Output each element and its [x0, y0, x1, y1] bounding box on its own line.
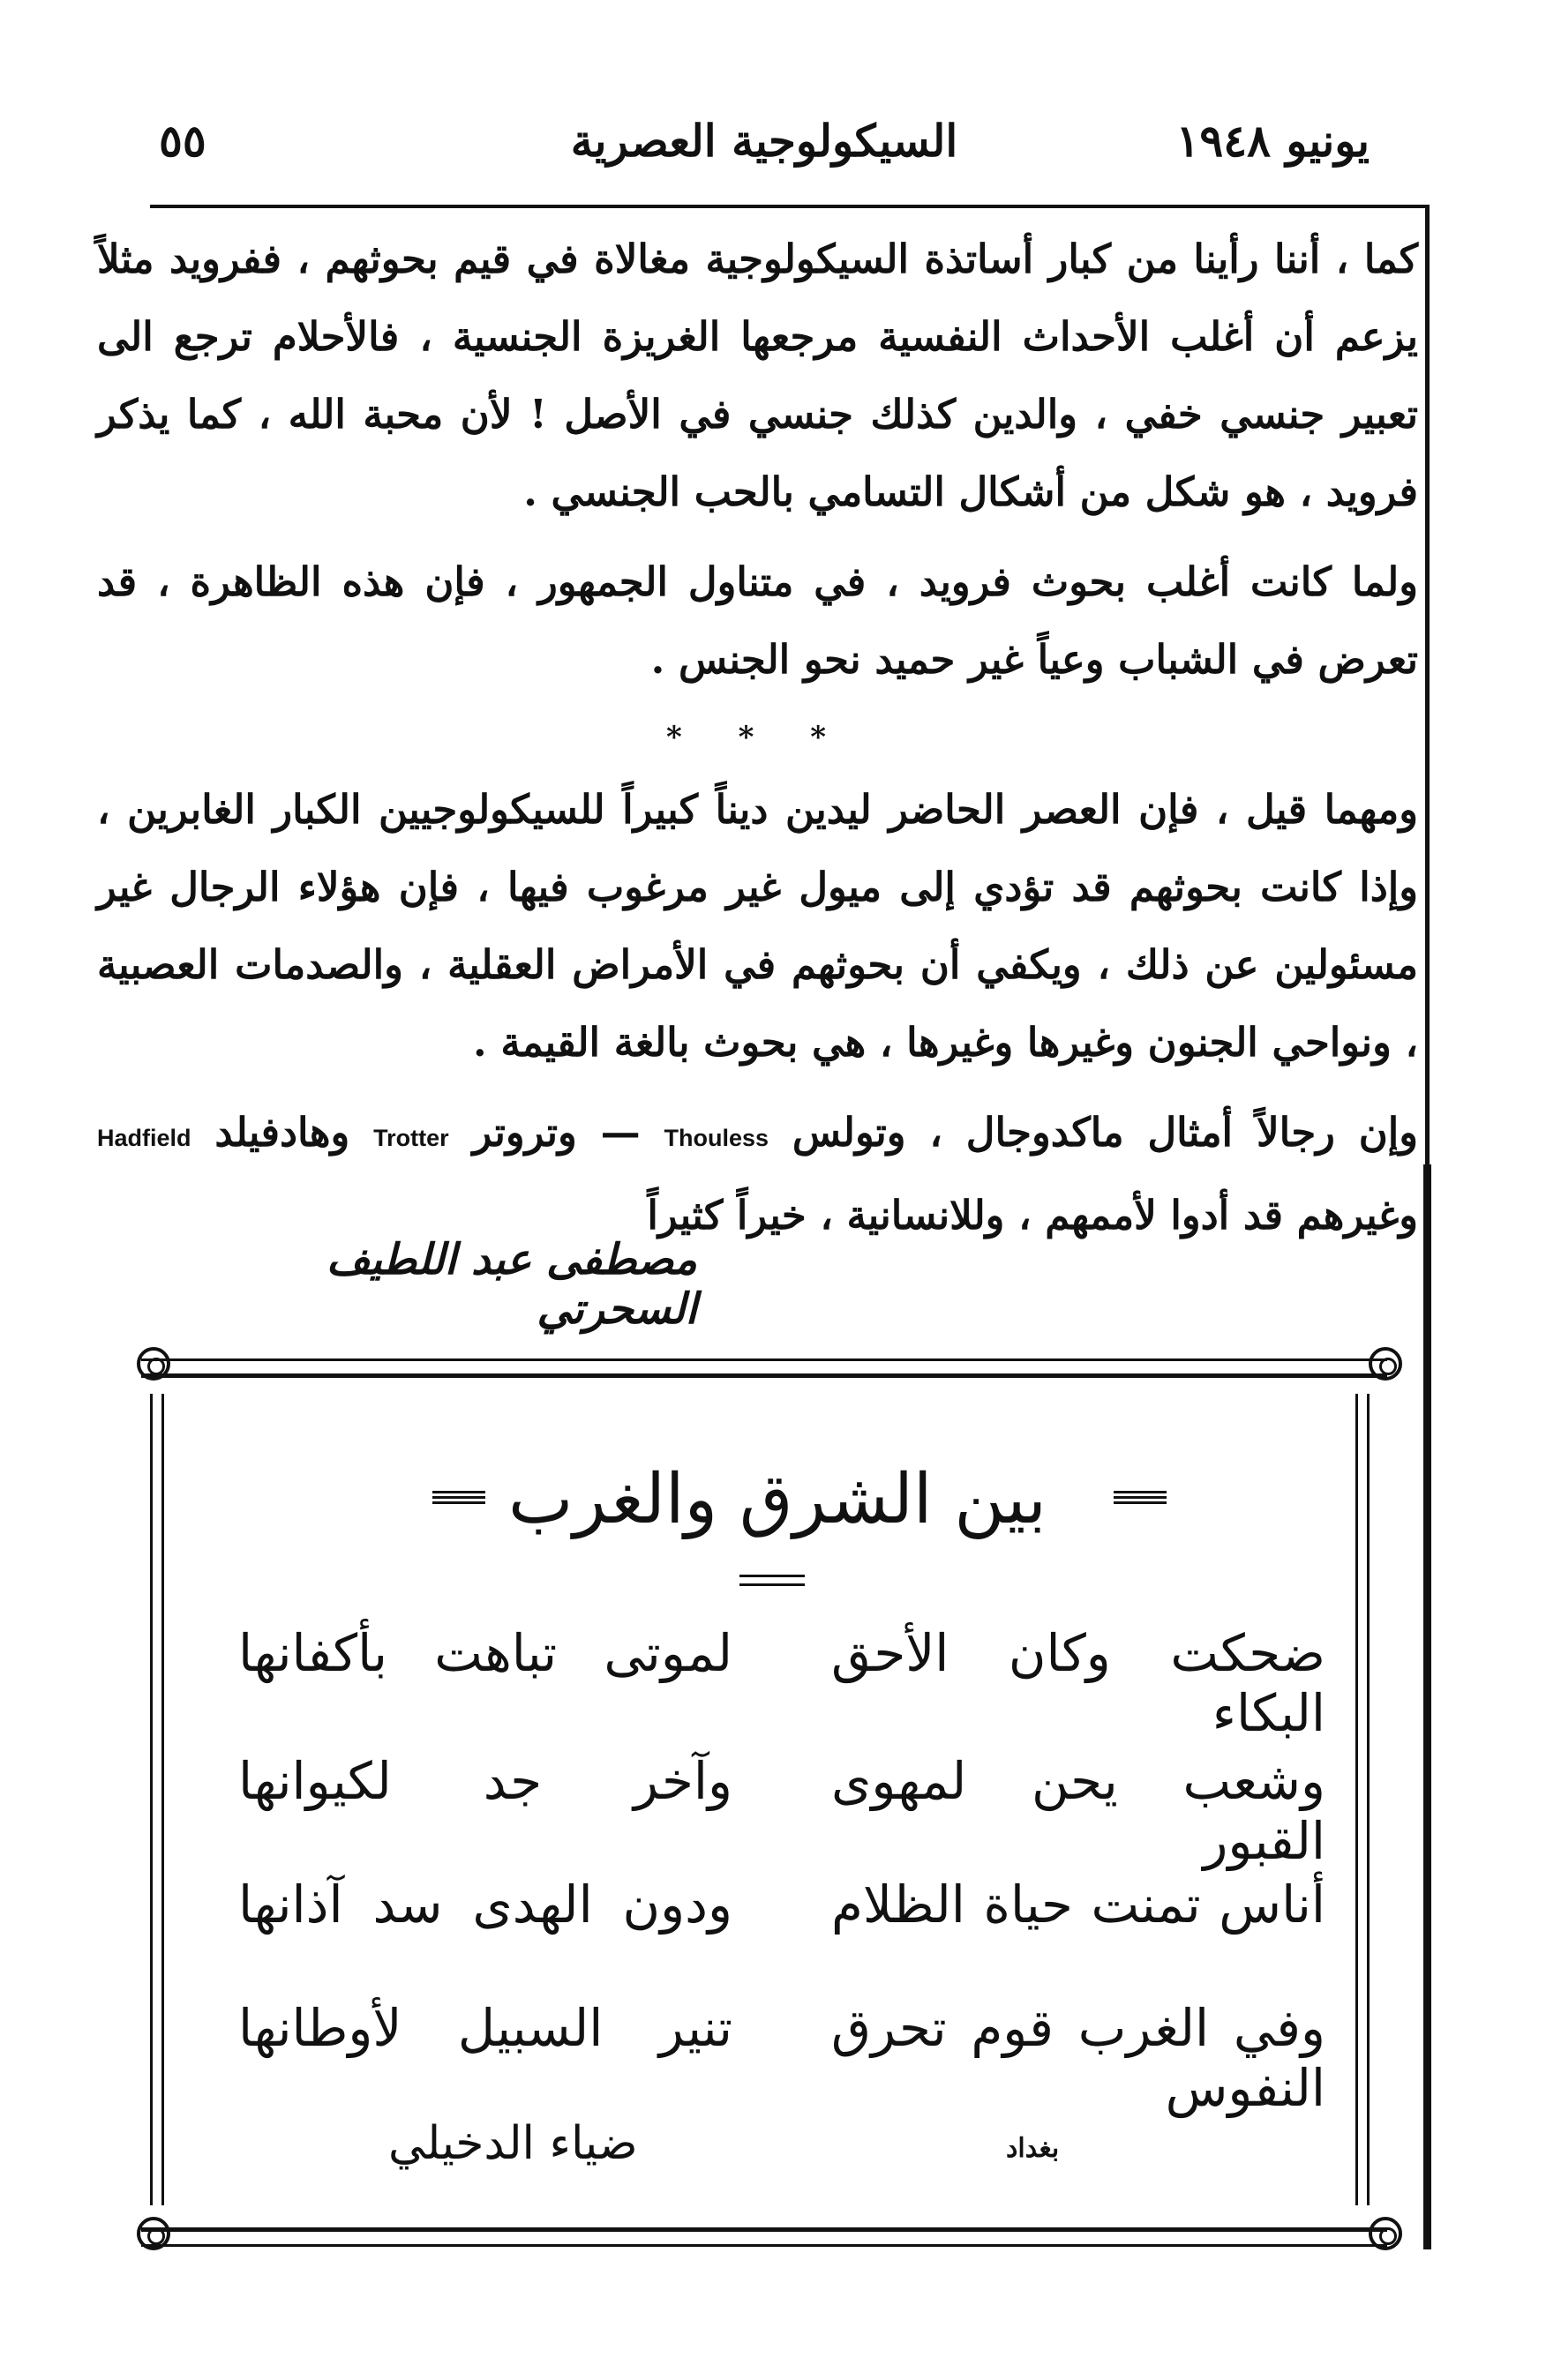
poem-verse — [238, 1998, 1325, 2118]
poem-title: بين الشرق والغرب — [508, 1460, 1047, 1539]
paragraph — [97, 1094, 1418, 1254]
verse-second-hemistich: وآخر جد لكيوانها — [238, 1751, 732, 1811]
frame-bottom-rule — [141, 2227, 1387, 2247]
poem-verse — [238, 1751, 1325, 1871]
paragraph: كما ، أننا رأينا من كبار أساتذة السيكولوجية مغالاة في قيم بحوثهم ، ففرويد مثلاً يزعم أن أغلب الأحداث النفسية مرجعها الغريزة الجنسية ، فالأحلام ترجع الى تعبير جنسي خفي ، والدين كذلك جنسي في الأصل ! لأن محبة الله ، كما يذكر فرويد ، هو شكل من أشكال التسامي بالحب الجنسي . — [97, 236, 1418, 515]
title-underline — [739, 1583, 805, 1586]
title-flourish-icon — [1114, 1491, 1167, 1510]
paragraph: ومهما قيل ، فإن العصر الحاضر ليدين ديناً كبيراً للسيكولوجيين الكبار الغابرين ، وإذا كانت بحوثهم قد تؤدي إلى ميول غير مرغوب فيها ، فإن هؤلاء الرجال غير مسئولين عن ذلك ، ويكفي أن بحوثهم في الأمراض العقلية ، والصدمات العصبية ، ونواحي الجنون وغيرها وغيرها ، هي بحوث بالغة القيمة . — [97, 786, 1418, 1066]
paragraph-text: وغيرهم قد أدوا لأممهم ، وللانسانية ، خيراً كثيراً — [647, 1192, 1418, 1239]
verse-second-hemistich: تنير السبيل لأوطانها — [238, 1998, 732, 2058]
verse-second-hemistich: لموتى تباهت بأكفانها — [238, 1623, 732, 1683]
poem-verse — [238, 1875, 1325, 1972]
latin-name: Thouless — [664, 1125, 769, 1151]
poet-name: ضياء الدخيلي — [388, 2117, 638, 2170]
paragraph-text: وإن رجالاً أمثال ماكدوجال ، وتولس — [792, 1109, 1419, 1156]
frame-top-rule — [141, 1358, 1387, 1378]
verse-first-hemistich: أناس تمنت حياة الظلام — [831, 1875, 1325, 1935]
paragraph: ولما كانت أغلب بحوث فرويد ، في متناول الجمهور ، فإن هذه الظاهرة ، قد تعرض في الشباب وعياً غير حميد نحو الجنس . — [97, 558, 1418, 683]
corner-ornament-icon — [1369, 1347, 1402, 1381]
header-rule — [150, 205, 1427, 208]
title-underline — [739, 1575, 805, 1577]
journal-title: السيكولوجية العصرية — [570, 115, 958, 167]
latin-name: Trotter — [373, 1125, 449, 1151]
author-signature: مصطفى عبد اللطيف السحرتي — [326, 1235, 697, 1334]
page-number: ٥٥ — [159, 115, 206, 167]
latin-name: Hadfield — [97, 1125, 191, 1151]
corner-ornament-icon — [1369, 2217, 1402, 2250]
corner-ornament-icon — [137, 2217, 170, 2250]
poem-verse — [238, 1623, 1325, 1743]
frame-right-rule — [1355, 1394, 1370, 2205]
paragraph-text: وهادفيلد — [214, 1109, 350, 1156]
paragraph-text: — وتروتر — [472, 1109, 641, 1156]
frame-left-rule — [150, 1394, 164, 2205]
verse-second-hemistich: ودون الهدى سد آذانها — [238, 1875, 732, 1935]
running-header — [159, 115, 1370, 176]
corner-ornament-icon — [137, 1347, 170, 1381]
poem-city: بغداد — [1006, 2133, 1060, 2164]
verse-first-hemistich: وشعب يحن لمهوى القبور — [831, 1751, 1325, 1871]
verse-first-hemistich: وفي الغرب قوم تحرق النفوس — [831, 1998, 1325, 2118]
article-body — [97, 221, 1418, 1267]
section-separator: * * * — [665, 720, 849, 755]
margin-bar-lower — [1423, 1164, 1431, 2249]
verse-first-hemistich: ضحكت وكان الأحق البكاء — [831, 1623, 1325, 1743]
issue-date: يونيو ١٩٤٨ — [1175, 115, 1370, 167]
